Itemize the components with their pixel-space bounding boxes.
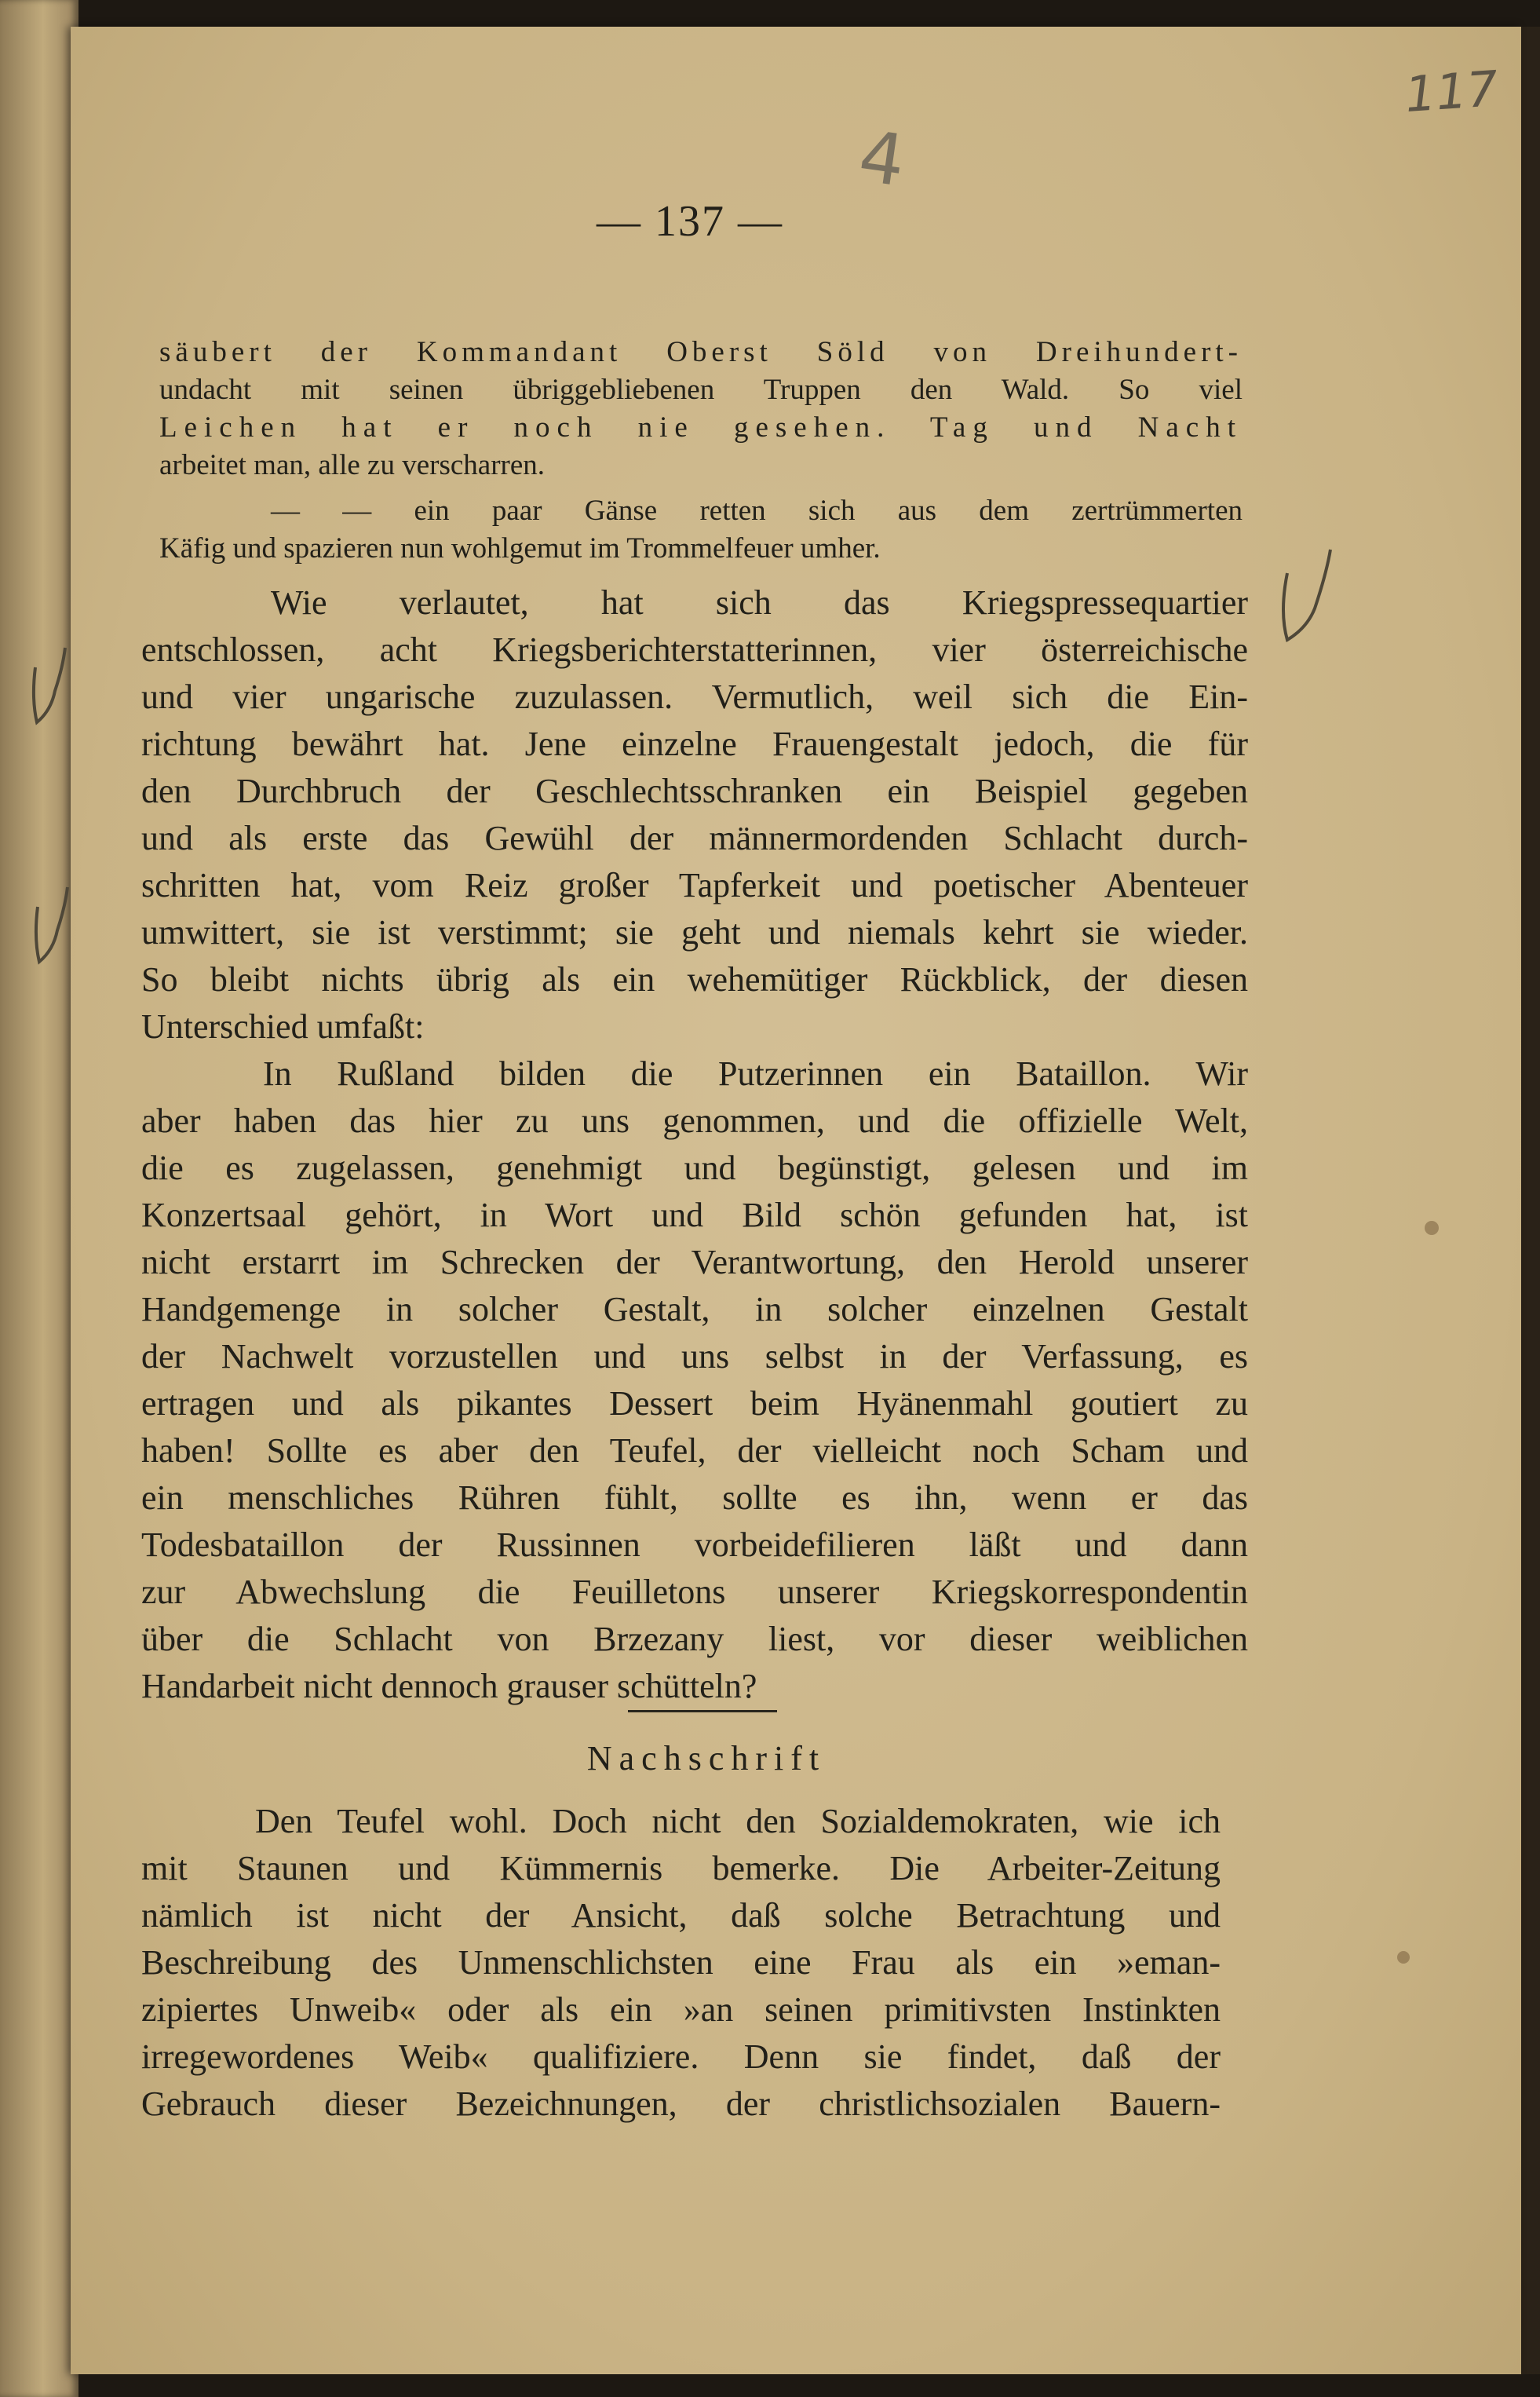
intro-line: undacht mit seinen übriggebliebenen Truppen den Wald. So viel [159,374,1243,406]
body-line: der Nachwelt vorzustellen und uns selbst in der Verfassung, es [141,1337,1248,1376]
scan-bottom-border [78,2374,1540,2397]
body-line: haben! Sollte es aber den Teufel, der vielleicht noch Scham und [141,1431,1248,1470]
body-line: nicht erstarrt im Schrecken der Verantwortung, den Herold unserer [141,1243,1248,1281]
body-line: die es zugelassen, genehmigt und begünstigt, gelesen und im [141,1149,1248,1187]
body-line: aber haben das hier zu uns genommen, und die offizielle Welt, [141,1102,1248,1140]
body-line: nämlich ist nicht der Ansicht, daß solche Betrachtung und [141,1896,1221,1935]
body-line: Den Teufel wohl. Doch nicht den Sozialdemokraten, wie ich [255,1802,1221,1840]
paper-stain [1425,1221,1439,1235]
page-number: — 137 — [597,197,783,246]
body-line: So bleibt nichts übrig als ein wehemütiger Rückblick, der diesen [141,960,1248,999]
body-line: Gebrauch dieser Bezeichnungen, der christlichsozialen Bauern- [141,2085,1221,2123]
body-line: In Rußland bilden die Putzerinnen ein Bataillon. Wir [263,1054,1248,1093]
body-line: ertragen und als pikantes Dessert beim Hyänenmahl goutiert zu [141,1384,1248,1423]
previous-page-edge [0,0,78,2397]
body-line: irregewordenes Weib« qualifiziere. Denn sie findet, daß der [141,2037,1221,2076]
body-line: mit Staunen und Kümmernis bemerke. Die Arbeiter-Zeitung [141,1849,1221,1887]
body-line: über die Schlacht von Brzezany liest, vor dieser weiblichen [141,1620,1248,1658]
intro-line: Leichen hat er noch nie gesehen. Tag und Nacht [159,411,1243,444]
pencil-folio-number: 117 [1403,59,1500,124]
body-line: umwittert, sie ist verstimmt; sie geht und niemals kehrt sie wieder. [141,913,1248,952]
body-line: Konzertsaal gehört, in Wort und Bild schön gefunden hat, ist [141,1196,1248,1234]
body-line: und vier ungarische zuzulassen. Vermutlich, weil sich die Ein- [141,678,1248,716]
body-line: richtung bewährt hat. Jene einzelne Frauengestalt jedoch, die für [141,725,1248,763]
section-divider [628,1710,777,1712]
pencil-checkmark-icon [30,883,77,970]
intro-line: säubert der Kommandant Oberst Söld von Dreihundert- [159,336,1243,368]
body-line: den Durchbruch der Geschlechtsschranken ein Beispiel gegeben [141,772,1248,810]
body-line: Todesbataillon der Russinnen vorbeidefilieren läßt und dann [141,1526,1248,1564]
body-line: Handgemenge in solcher Gestalt, in solcher einzelnen Gestalt [141,1290,1248,1328]
intro-line: Käfig und spazieren nun wohlgemut im Trommelfeuer umher. [159,532,881,565]
body-line: Beschreibung des Unmenschlichsten eine Frau als ein »eman- [141,1943,1221,1982]
body-line: Wie verlautet, hat sich das Kriegspressequartier [271,583,1248,622]
body-line: schritten hat, vom Reiz großer Tapferkeit und poetischer Abenteuer [141,866,1248,904]
intro-line: — — ein paar Gänse retten sich aus dem zertrümmerten [271,495,1243,527]
body-line: entschlossen, acht Kriegsberichterstatterinnen, vier österreichische [141,630,1248,669]
body-line: zipiertes Unweib« oder als ein »an seinen primitivsten Instinkten [141,1990,1221,2029]
postscript-heading: Nachschrift [586,1739,827,1778]
pencil-checkmark-icon [1272,542,1342,660]
pencil-checkmark-icon [27,644,75,730]
intro-line: arbeitet man, alle zu verscharren. [159,449,546,481]
paper-stain [1397,1951,1410,1964]
pencil-slash-number: 4 [853,115,910,203]
body-line: zur Abwechslung die Feuilletons unserer Kriegskorrespondentin [141,1573,1248,1611]
body-line: Unterschied umfaßt: [141,1007,425,1046]
body-line: Handarbeit nicht dennoch grauser schütteln? [141,1667,757,1705]
body-line: ein menschliches Rühren fühlt, sollte es ihn, wenn er das [141,1478,1248,1517]
body-line: und als erste das Gewühl der männermordenden Schlacht durch- [141,819,1248,857]
scan-top-border [78,0,1540,27]
